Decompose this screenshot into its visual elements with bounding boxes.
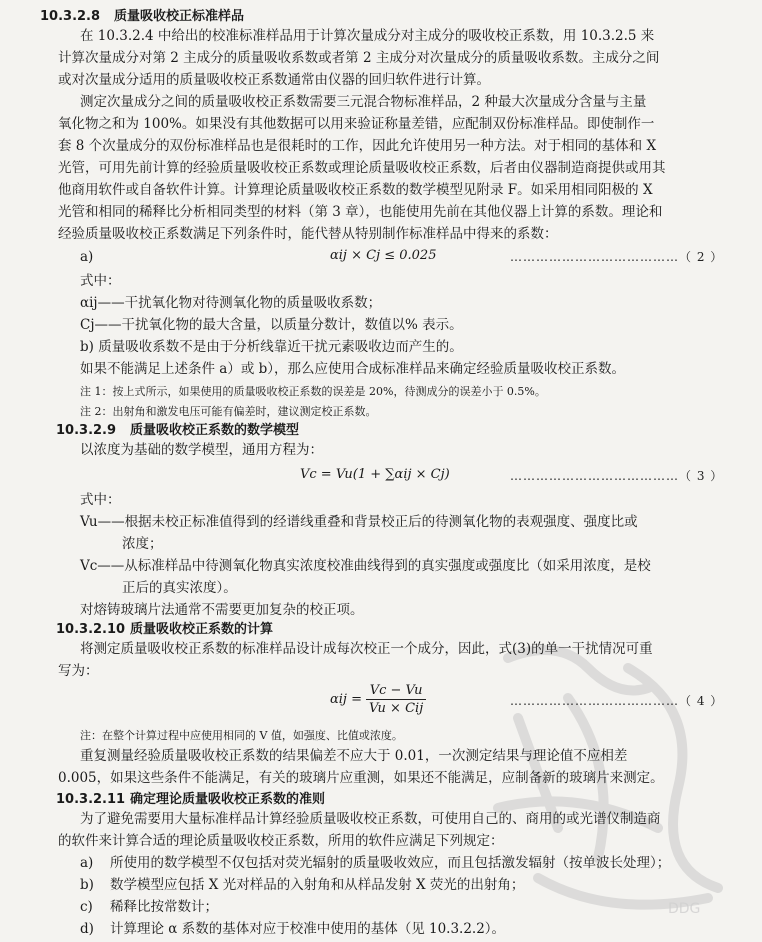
list-item-text: 计算理论 α 系数的基体对应于校准中使用的基体（见 10.3.2.2）。 (110, 921, 506, 937)
equation-number: …………………………………（ 3 ） (510, 469, 724, 483)
definition-alpha: αij——干扰氧化物对待测氧化物的质量吸收系数； (80, 295, 382, 311)
paragraph-line: 以浓度为基础的数学模型，通用方程为： (80, 442, 323, 458)
list-item-label: c) (80, 899, 93, 915)
equation-number: …………………………………（ 4 ） (510, 694, 724, 708)
list-item (80, 876, 524, 895)
note-2: 注 2：出射角和激发电压可能有偏差时，建议测定校正系数。 (80, 405, 377, 418)
paragraph-line: 光管和相同的稀释比分析相同类型的材料（第 3 章），也能使用先前在其他仪器上计算的系数。理论和 (58, 204, 663, 220)
section-title: 质量吸收校正系数的数学模型 (130, 423, 300, 438)
section-number: 10.3.2.9 (56, 423, 117, 438)
paragraph-line: 测定次量成分之间的质量吸收校正系数需要三元混合物标准样品，2 种最大次量成分含量与主量 (80, 94, 647, 110)
paragraph-line: 如果不能满足上述条件 a）或 b），那么应使用合成标准样品来确定经验质量吸收校正系数。 (80, 361, 626, 377)
list-item-text: 稀释比按常数计； (110, 899, 218, 915)
note: 注：在整个计算过程中应使用相同的 V 值，如强度、比值或浓度。 (80, 729, 403, 742)
section-heading-10-3-2-11 (56, 790, 325, 809)
section-number: 10.3.2.11 (56, 792, 126, 807)
list-item-text: 数学模型应包括 X 光对样品的入射角和从样品发射 X 荧光的出射角； (110, 877, 525, 893)
list-item (80, 920, 505, 939)
definition-vu-cont: 浓度； (122, 536, 163, 552)
paragraph-line: 光管，可用先前计算的经验质量吸收校正系数或理论质量吸收校正系数，后者由仪器制造商提供或用其 (58, 160, 666, 176)
section-title: 质量吸收校正标准样品 (114, 9, 245, 24)
list-item-label: a) (80, 855, 94, 871)
condition-label: a) (80, 249, 94, 265)
list-item-text: 所使用的数学模型不仅包括对荧光辐射的质量吸收效应，而且包括激发辐射（按单波长处理）； (110, 855, 671, 871)
section-title: 质量吸收校正系数的计算 (130, 622, 274, 637)
formula-main: Vc = Vu(1 + ∑αij × Cj) (300, 467, 450, 482)
section-heading-10-3-2-9 (56, 421, 299, 440)
equation-number: …………………………………（ 2 ） (510, 250, 724, 264)
section-title: 确定理论质量吸收校正系数的准则 (130, 792, 326, 807)
paragraph-line: 在 10.3.2.4 中给出的校准标准样品用于计算次量成分对主成分的吸收校正系数，用 10.3.2.5 来 (80, 28, 655, 44)
formula-condition-a: αij × Cj ≤ 0.025 (330, 248, 437, 263)
paragraph-line: 为了避免需要用大量标准样品计算经验质量吸收校正系数，可使用自己的、商用的或光谱仪制造商 (80, 811, 661, 827)
paragraph-line: 0.005，如果这些条件不能满足，有关的玻璃片应重测，如果还不能满足，应制备新的玻璃片来测定。 (58, 770, 664, 786)
where-label: 式中： (80, 492, 121, 508)
paragraph-line: 重复测量经验质量吸收校正系数的结果偏差不应大于 0.01，一次测定结果与理论值不应相差 (80, 748, 628, 764)
paragraph-line: 他商用软件或自备软件计算。计算理论质量吸收校正系数的数学模型见附录 F。如采用相同阳极的 X (58, 182, 653, 198)
section-heading-10-3-2-8 (40, 7, 244, 26)
condition-b: b) 质量吸收系数不是由于分析线靠近干扰元素吸收边而产生的。 (80, 339, 463, 355)
definition-vu: Vu——根据未校正标准值得到的经谱线重叠和背景校正后的待测氧化物的表观强度、强度比或 (80, 514, 638, 530)
list-item (80, 898, 218, 917)
paragraph-line: 将测定质量吸收校正系数的标准样品设计成每次校正一个成分，因此，式(3)的单一干扰情况可重 (80, 641, 653, 657)
paragraph-line: 对熔铸玻璃片法通常不需要更加复杂的校正项。 (80, 602, 364, 618)
fraction-numerator: Vc − Vu (366, 683, 426, 700)
section-number: 10.3.2.8 (40, 9, 101, 24)
paragraph-line: 套 8 个次量成分的双份标准样品也是很耗时的工作，因此允许使用另一种方法。对于相同的基体和 X (58, 138, 657, 154)
watermark-text: DDG (668, 901, 701, 917)
paragraph-line: 或对次量成分适用的质量吸收校正系数通常由仪器的回归软件进行计算。 (58, 72, 490, 88)
fraction-denominator: Vu × Cij (369, 701, 424, 716)
definition-vc-cont: 正后的真实浓度）。 (122, 580, 237, 596)
paragraph-line: 经验质量吸收校正系数满足下列条件时，能代替从特别制作标准样品中得来的系数： (58, 226, 558, 242)
list-item (80, 854, 670, 873)
section-heading-10-3-2-10 (56, 620, 273, 639)
note-1: 注 1：按上式所示，如果使用的质量吸收校正系数的误差是 20%，待测成分的误差小于 0.5%。 (80, 385, 546, 398)
fraction (366, 683, 426, 716)
paragraph-line: 的软件来计算合适的理论质量吸收校正系数，所用的软件应满足下列规定： (58, 833, 504, 849)
section-number: 10.3.2.10 (56, 622, 126, 637)
where-label: 式中： (80, 273, 121, 289)
definition-c: Cj——干扰氧化物的最大含量，以质量分数计，数值以% 表示。 (80, 317, 463, 333)
paragraph-line: 氧化物之和为 100%。如果没有其他数据可以用来验证称量差错，应配制双份标准样品。即使制作一 (58, 116, 655, 132)
paragraph-line: 写为： (58, 663, 99, 679)
formula-lhs: αij = (330, 692, 362, 707)
paragraph-line: 计算次量成分对第 2 主成分的质量吸收系数或者第 2 主成分对次量成分的质量吸收系数。主成分之间 (58, 50, 660, 66)
formula-fraction (330, 683, 430, 716)
list-item-label: d) (80, 921, 94, 937)
definition-vc: Vc——从标准样品中待测氧化物真实浓度校准曲线得到的真实强度或强度比（如采用浓度，是校 (80, 558, 651, 574)
list-item-label: b) (80, 877, 94, 893)
